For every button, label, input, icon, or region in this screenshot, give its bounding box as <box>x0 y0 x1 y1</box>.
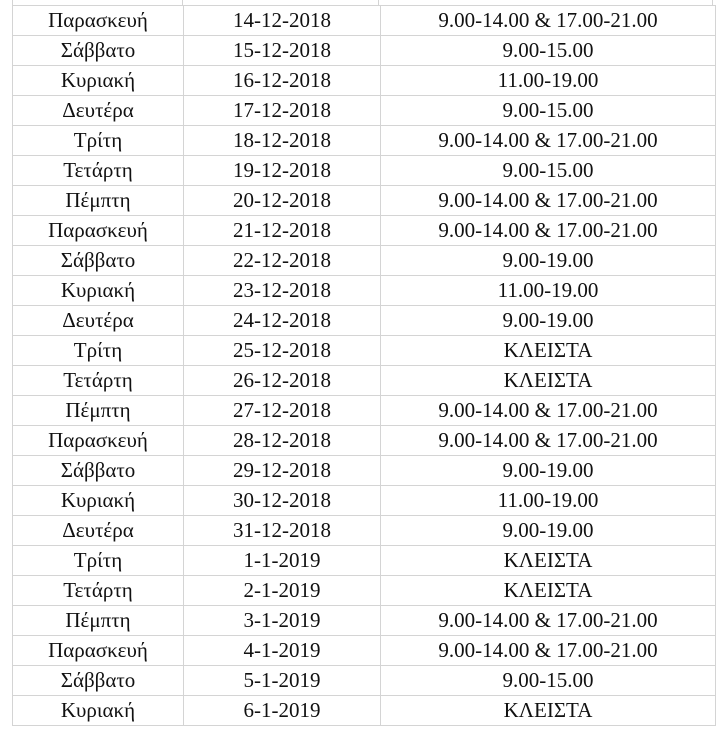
table-row <box>13 36 716 66</box>
day-cell[interactable]: Πέμπτη <box>13 396 184 426</box>
day-cell[interactable]: Πέμπτη <box>13 186 184 216</box>
date-cell[interactable]: 4-1-2019 <box>184 636 381 666</box>
table-row <box>13 516 716 546</box>
hours-cell[interactable]: 9.00-15.00 <box>381 156 716 186</box>
hours-cell[interactable]: 9.00-19.00 <box>381 246 716 276</box>
day-cell[interactable]: Τρίτη <box>13 126 184 156</box>
table-row <box>13 576 716 606</box>
day-cell[interactable]: Τετάρτη <box>13 156 184 186</box>
table-row <box>13 486 716 516</box>
day-cell[interactable]: Σάββατο <box>13 36 184 66</box>
date-cell[interactable]: 31-12-2018 <box>184 516 381 546</box>
day-cell[interactable]: Δευτέρα <box>13 516 184 546</box>
table-row <box>13 366 716 396</box>
hours-cell[interactable]: ΚΛΕΙΣΤΑ <box>381 576 716 606</box>
day-cell[interactable]: Σάββατο <box>13 246 184 276</box>
table-row <box>13 186 716 216</box>
day-cell[interactable]: Πέμπτη <box>13 606 184 636</box>
date-cell[interactable]: 28-12-2018 <box>184 426 381 456</box>
day-cell[interactable]: Σάββατο <box>13 456 184 486</box>
date-cell[interactable]: 25-12-2018 <box>184 336 381 366</box>
date-cell[interactable]: 30-12-2018 <box>184 486 381 516</box>
hours-cell[interactable]: ΚΛΕΙΣΤΑ <box>381 366 716 396</box>
day-cell[interactable]: Κυριακή <box>13 276 184 306</box>
hours-cell[interactable]: 9.00-14.00 & 17.00-21.00 <box>381 6 716 36</box>
hours-cell[interactable]: 9.00-19.00 <box>381 306 716 336</box>
table-row <box>13 606 716 636</box>
date-cell[interactable]: 27-12-2018 <box>184 396 381 426</box>
date-cell[interactable]: 3-1-2019 <box>184 606 381 636</box>
hours-cell[interactable]: 11.00-19.00 <box>381 486 716 516</box>
date-cell[interactable]: 14-12-2018 <box>184 6 381 36</box>
date-cell[interactable]: 1-1-2019 <box>184 546 381 576</box>
day-cell[interactable]: Τρίτη <box>13 336 184 366</box>
hours-cell[interactable]: 9.00-15.00 <box>381 666 716 696</box>
hours-cell[interactable]: 9.00-14.00 & 17.00-21.00 <box>381 636 716 666</box>
hours-cell[interactable]: 9.00-19.00 <box>381 456 716 486</box>
day-cell[interactable]: Παρασκευή <box>13 6 184 36</box>
day-cell[interactable]: Παρασκευή <box>13 216 184 246</box>
table-row <box>13 426 716 456</box>
date-cell[interactable]: 5-1-2019 <box>184 666 381 696</box>
date-cell[interactable]: 6-1-2019 <box>184 696 381 726</box>
date-cell[interactable]: 16-12-2018 <box>184 66 381 96</box>
hours-cell[interactable]: 11.00-19.00 <box>381 66 716 96</box>
date-cell[interactable]: 18-12-2018 <box>184 126 381 156</box>
hours-cell[interactable]: 9.00-19.00 <box>381 516 716 546</box>
day-cell[interactable]: Τετάρτη <box>13 366 184 396</box>
date-cell[interactable]: 23-12-2018 <box>184 276 381 306</box>
date-cell[interactable]: 2-1-2019 <box>184 576 381 606</box>
table-row <box>13 636 716 666</box>
table-row <box>13 6 716 36</box>
day-cell[interactable]: Κυριακή <box>13 696 184 726</box>
table-row <box>13 96 716 126</box>
table-row <box>13 696 716 726</box>
table-row <box>13 276 716 306</box>
table-row <box>13 336 716 366</box>
hours-cell[interactable]: 9.00-14.00 & 17.00-21.00 <box>381 426 716 456</box>
hours-cell[interactable]: 9.00-15.00 <box>381 36 716 66</box>
date-cell[interactable]: 21-12-2018 <box>184 216 381 246</box>
hours-cell[interactable]: 11.00-19.00 <box>381 276 716 306</box>
table-row <box>13 126 716 156</box>
day-cell[interactable]: Τρίτη <box>13 546 184 576</box>
table-row <box>13 156 716 186</box>
hours-cell[interactable]: 9.00-14.00 & 17.00-21.00 <box>381 126 716 156</box>
hours-cell[interactable]: ΚΛΕΙΣΤΑ <box>381 546 716 576</box>
date-cell[interactable]: 22-12-2018 <box>184 246 381 276</box>
date-cell[interactable]: 29-12-2018 <box>184 456 381 486</box>
table-row <box>13 66 716 96</box>
table-row <box>13 666 716 696</box>
day-cell[interactable]: Τετάρτη <box>13 576 184 606</box>
table-row <box>13 456 716 486</box>
opening-hours-table-body <box>13 6 716 726</box>
hours-cell[interactable]: 9.00-15.00 <box>381 96 716 126</box>
day-cell[interactable]: Κυριακή <box>13 486 184 516</box>
hours-cell[interactable]: ΚΛΕΙΣΤΑ <box>381 336 716 366</box>
date-cell[interactable]: 19-12-2018 <box>184 156 381 186</box>
table-row <box>13 546 716 576</box>
day-cell[interactable]: Παρασκευή <box>13 426 184 456</box>
table-row <box>13 396 716 426</box>
hours-cell[interactable]: 9.00-14.00 & 17.00-21.00 <box>381 186 716 216</box>
hours-cell[interactable]: 9.00-14.00 & 17.00-21.00 <box>381 606 716 636</box>
table-row <box>13 306 716 336</box>
date-cell[interactable]: 20-12-2018 <box>184 186 381 216</box>
hours-cell[interactable]: 9.00-14.00 & 17.00-21.00 <box>381 396 716 426</box>
day-cell[interactable]: Δευτέρα <box>13 306 184 336</box>
opening-hours-table <box>12 5 716 726</box>
date-cell[interactable]: 24-12-2018 <box>184 306 381 336</box>
date-cell[interactable]: 26-12-2018 <box>184 366 381 396</box>
hours-cell[interactable]: ΚΛΕΙΣΤΑ <box>381 696 716 726</box>
date-cell[interactable]: 15-12-2018 <box>184 36 381 66</box>
hours-cell[interactable]: 9.00-14.00 & 17.00-21.00 <box>381 216 716 246</box>
day-cell[interactable]: Παρασκευή <box>13 636 184 666</box>
table-row <box>13 246 716 276</box>
day-cell[interactable]: Κυριακή <box>13 66 184 96</box>
day-cell[interactable]: Δευτέρα <box>13 96 184 126</box>
day-cell[interactable]: Σάββατο <box>13 666 184 696</box>
table-row <box>13 216 716 246</box>
date-cell[interactable]: 17-12-2018 <box>184 96 381 126</box>
